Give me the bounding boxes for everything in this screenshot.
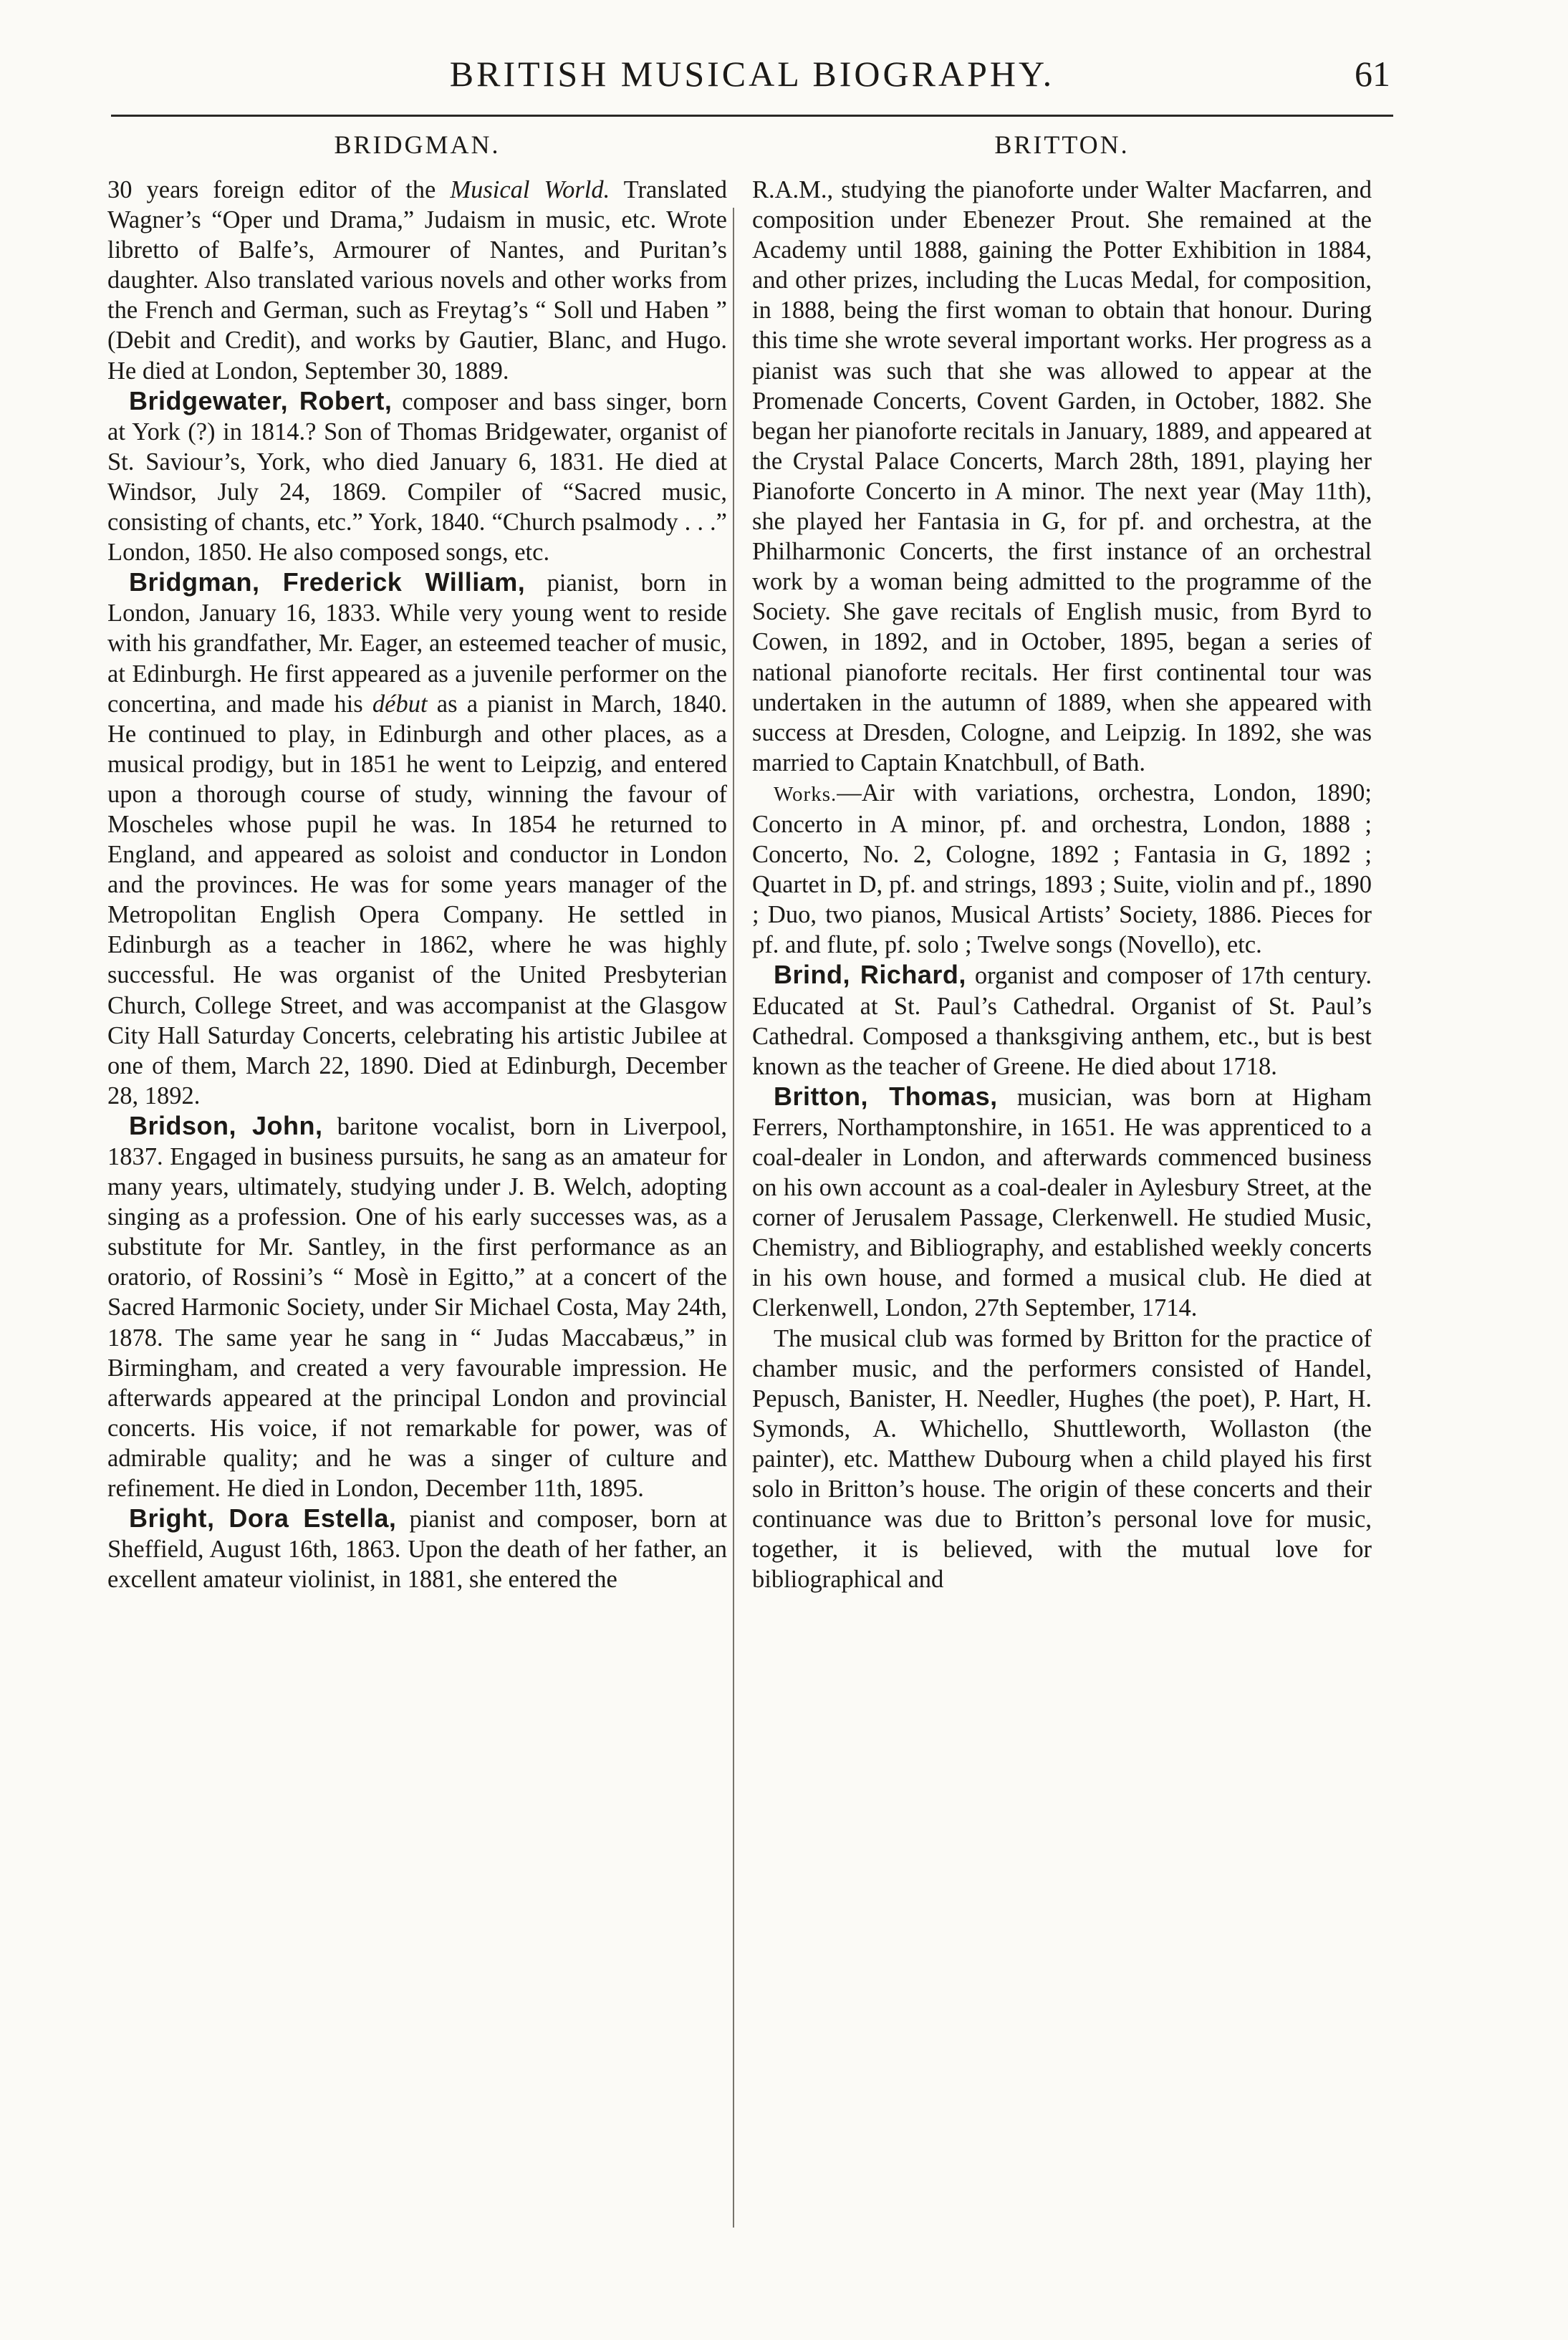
entry-bridgman: Bridgman, Frederick William, pianist, born in London, January 16, 1833. While very young went to reside with his grandfather, Mr. Eager, an esteemed teacher of music, at Edinburgh. He first appeared as a juvenile performer on the concertina, and made his début as a pianist in March, 1840. He continued to play, in Edinburgh and other places, as a musical prodigy, but in 1851 he went to Leipzig, and entered upon a thorough course of study, winning the favour of Moscheles whose pupil he was. In 1854 he returned to England, and appeared as soloist and conductor in London and the provinces. He was for some years manager of the Metropolitan English Opera Company. He settled in Edinburgh as a teacher in 1862, where he was highly successful. He was organist of the United Presbyterian Church, College Street, and was accompanist at the Glasgow City Hall Saturday Concerts, celebrating his artistic Jubilee at one of them, March 22, 1890. Died at Edinburgh, December 28, 1892. — [107, 567, 728, 1109]
running-head-title: BRITISH MUSICAL BIOGRAPHY. — [449, 54, 1055, 94]
entry-continuation: 30 years foreign editor of the Musical World. Translated Wagner’s “Oper und Drama,” Judaism in music, etc. Wrote libretto of Balfe’s, Armourer of Nantes, and Puritan’s daughter. Also translated various novels and other works from the French and German, such as Freytag’s “ Soll und Haben ” (Debit and Credit), and works by Gautier, Blanc, and Hugo. He died at London, September 30, 1889. — [107, 176, 728, 385]
headword: Brind, Richard, — [774, 960, 966, 990]
headword: Bridgman, Frederick William, — [129, 567, 526, 597]
headword: Bridgewater, Robert, — [129, 385, 393, 415]
headword: Bridson, John, — [129, 1110, 323, 1140]
entry-britton: Britton, Thomas, musician, was born at Higham Ferrers, Northamptonshire, in 1651. He was apprenticed to a coal-dealer in London, and afterwards commenced business on his own account as a coal-dealer in Aylesbury Street, at the corner of Jerusalem Passage, Clerkenwell. He studied Music, Chemistry, and Bibliography, and established weekly concerts in his own house, and formed a musical club. He died at Clerkenwell, London, 27th September, 1714. — [752, 1081, 1372, 1322]
entry-britton-club: The musical club was formed by Britton for the practice of chamber music, and the performers consisted of Handel, Pepusch, Banister, H. Needler, Hughes (the poet), P. Hart, H. Symonds, A. Whichello, Shuttleworth, Wollaston (the painter), etc. Matthew Dubourg when a child played his first solo in Britton’s house. The origin of these concerts and their continuance was due to Britton’s personal love for music, together, it is believed, with the mutual love for bibliographical and — [752, 1324, 1372, 1594]
page-number: 61 — [1355, 54, 1390, 94]
entry-bridgewater: Bridgewater, Robert, composer and bass singer, born at York (?) in 1814.? Son of Thomas Bridgewater, organist of St. Saviour’s, York, who died January 6, 1831. He died at Windsor, July 24, 1869. Compiler of “Sacred music, consisting of chants, etc.” York, 1840. “Church psalmody . . .” London, 1850. He also composed songs, etc. — [107, 385, 727, 567]
entry-brind: Brind, Richard, organist and composer of 17th century. Educated at St. Paul’s Cathedral. Organist of St. Paul’s Cathedral. Composed a thanksgiving anthem, etc., but is best known as the teacher of Greene. He died about 1718. — [752, 960, 1372, 1080]
right-column-heading: BRITTON. — [994, 130, 1130, 159]
right-column — [752, 127, 1372, 1594]
left-column-heading: BRIDGMAN. — [334, 130, 501, 159]
left-column — [107, 127, 727, 1594]
headword: Britton, Thomas, — [774, 1081, 998, 1111]
entry-bright: Bright, Dora Estella, pianist and composer, born at Sheffield, August 16th, 1863. Upon the death of her father, an excellent amateur violinist, in 1881, she entered the — [107, 1503, 727, 1594]
entry-continuation: R.A.M., studying the pianoforte under Walter Macfarren, and composition under Ebenezer Prout. She remained at the Academy until 1888, gaining the Potter Exhibition in 1884, and other prizes, including the Lucas Medal, for composition, in 1888, being the first woman to obtain that honour. During this time she wrote several important works. Her progress as a pianist was such that she was allowed to appear at the Promenade Concerts, Covent Garden, in October, 1882. She began her pianoforte recitals in January, 1889, and appeared at the Crystal Palace Concerts, March 28th, 1891, playing her Pianoforte Concerto in A minor. The next year (May 11th), she played her Fantasia in G, for pf. and orchestra, at the Philharmonic Concerts, the first instance of an orchestral work by a woman being admitted to the programme of the Society. She gave recitals of English music, from Byrd to Cowen, in 1892, and in October, 1895, began a series of national pianoforte recitals. Her first continental tour was undertaken in the autumn of 1889, when she appeared with success at Dresden, Cologne, and Leipzig. In 1892, she was married to Captain Knatchbull, of Bath. — [752, 176, 1372, 776]
works-list: Works.—Air with variations, orchestra, London, 1890; Concerto in A minor, pf. and orchestra, London, 1888 ; Concerto, No. 2, Cologne, 1892 ; Fantasia in G, 1892 ; Quartet in D, pf. and strings, 1893 ; Suite, violin and pf., 1890 ; Duo, two pianos, Musical Artists’ Society, 1886. Pieces for pf. and flute, pf. solo ; Twelve songs (Novello), etc. — [752, 779, 1372, 959]
headword: Bright, Dora Estella, — [129, 1503, 397, 1533]
running-head — [111, 50, 1393, 117]
entry-bridson: Bridson, John, baritone vocalist, born in Liverpool, 1837. Engaged in business pursuits, he sang as an amateur for many years, ultimately, studying under J. B. Welch, adopting singing as a profession. One of his early successes was, as a substitute for Mr. Santley, in the first performance as an oratorio, of Rossini’s “ Mosè in Egitto,” at a concert of the Sacred Harmonic Society, under Sir Michael Costa, May 24th, 1878. The same year he sang in “ Judas Maccabæus,” in Birmingham, and created a very favourable impression. He afterwards appeared at the principal London and provincial concerts. His voice, if not remarkable for power, was of admirable quality; and he was a singer of culture and refinement. He died in London, December 11th, 1895. — [107, 1110, 727, 1503]
column-divider — [733, 208, 734, 2228]
